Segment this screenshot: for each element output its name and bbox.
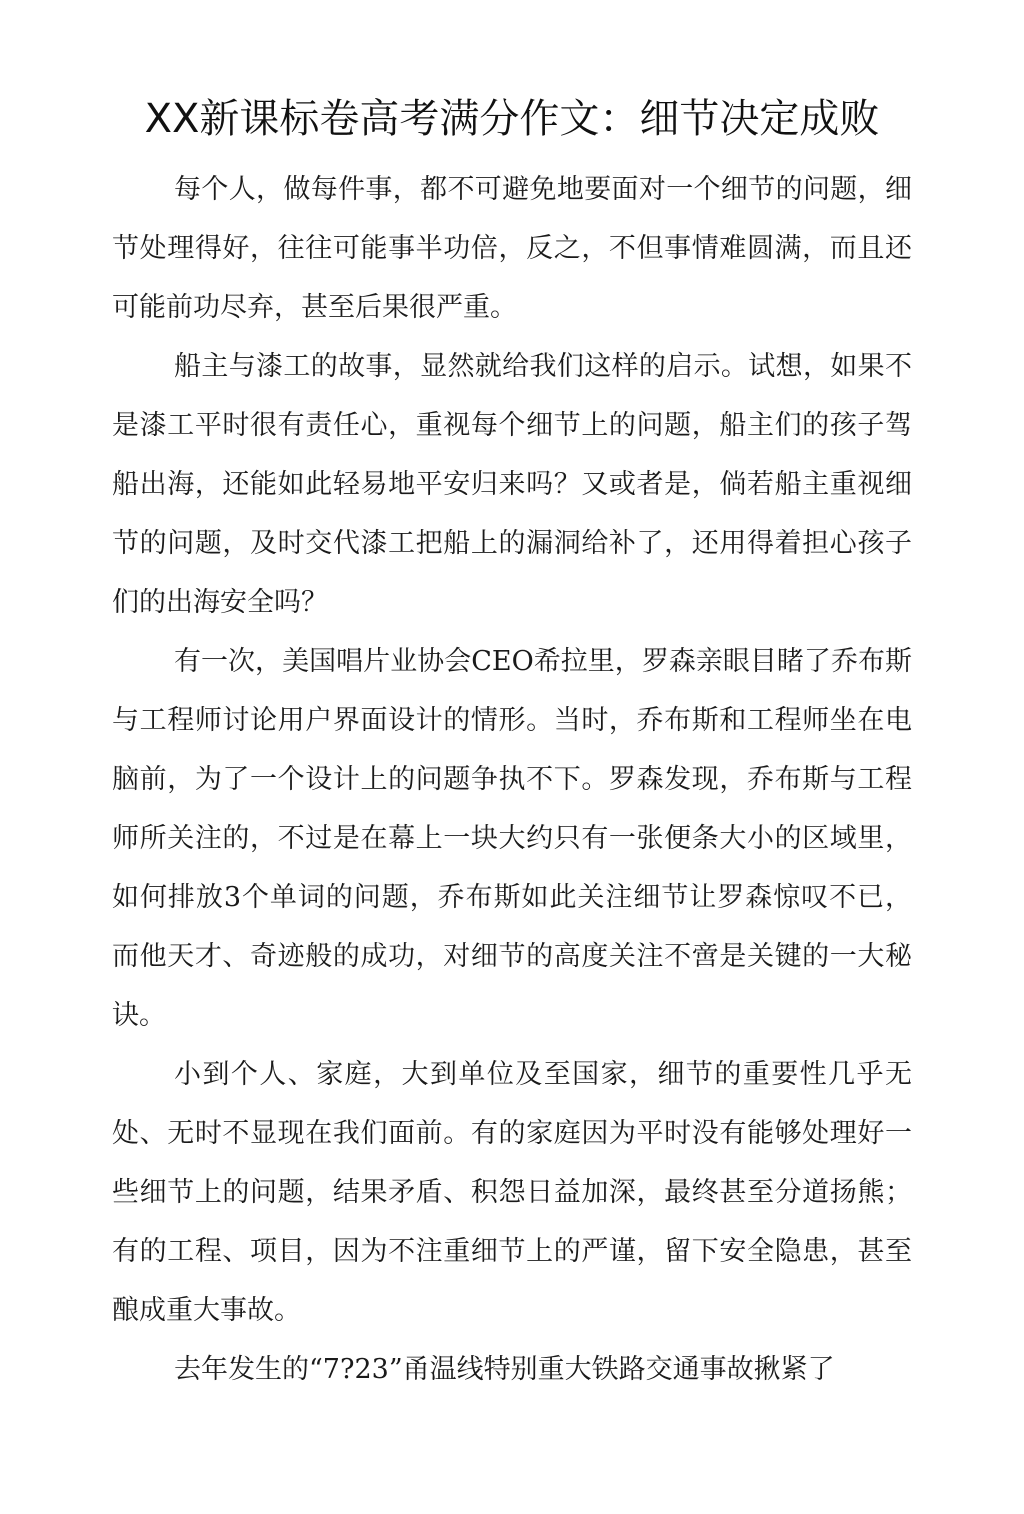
paragraph-2: 船主与漆工的故事，显然就给我们这样的启示。试想，如果不是漆工平时很有责任心，重视每个细节上的问题，船主们的孩子驾船出海，还能如此轻易地平安归来吗？又或者是，倘若船主重视细节的问题，及时交代漆工把船上的漏洞给补了，还用得着担心孩子们的出海安全吗？ <box>112 351 912 618</box>
paragraph-3: 有一次，美国唱片业协会CEO希拉里，罗森亲眼目睹了乔布斯与工程师讨论用户界面设计的情形。当时，乔布斯和工程师坐在电脑前，为了一个设计上的问题争执不下。罗森发现，乔布斯与工程师所关注的，不过是在幕上一块大约只有一张便条大小的区域里，如何排放3个单词的问题，乔布斯如此关注细节让罗森惊叹不已，而他天才、奇迹般的成功，对细节的高度关注不啻是关键的一大秘诀。 <box>112 646 912 1031</box>
paragraph-1: 每个人，做每件事，都不可避免地要面对一个细节的问题，细节处理得好，往往可能事半功倍，反之，不但事情难圆满，而且还可能前功尽弃，甚至后果很严重。 <box>112 174 912 323</box>
document-title: XX新课标卷高考满分作文：细节决定成败 <box>144 96 880 142</box>
document-body <box>112 160 912 1399</box>
paragraph-4: 小到个人、家庭，大到单位及至国家，细节的重要性几乎无处、无时不显现在我们面前。有的家庭因为平时没有能够处理好一些细节上的问题，结果矛盾、积怨日益加深，最终甚至分道扬熊；有的工程、项目，因为不注重细节上的严谨，留下安全隐患，甚至酿成重大事故。 <box>112 1059 912 1326</box>
paragraph-5: 去年发生的“7?23”甬温线特别重大铁路交通事故揪紧了 <box>174 1354 835 1385</box>
